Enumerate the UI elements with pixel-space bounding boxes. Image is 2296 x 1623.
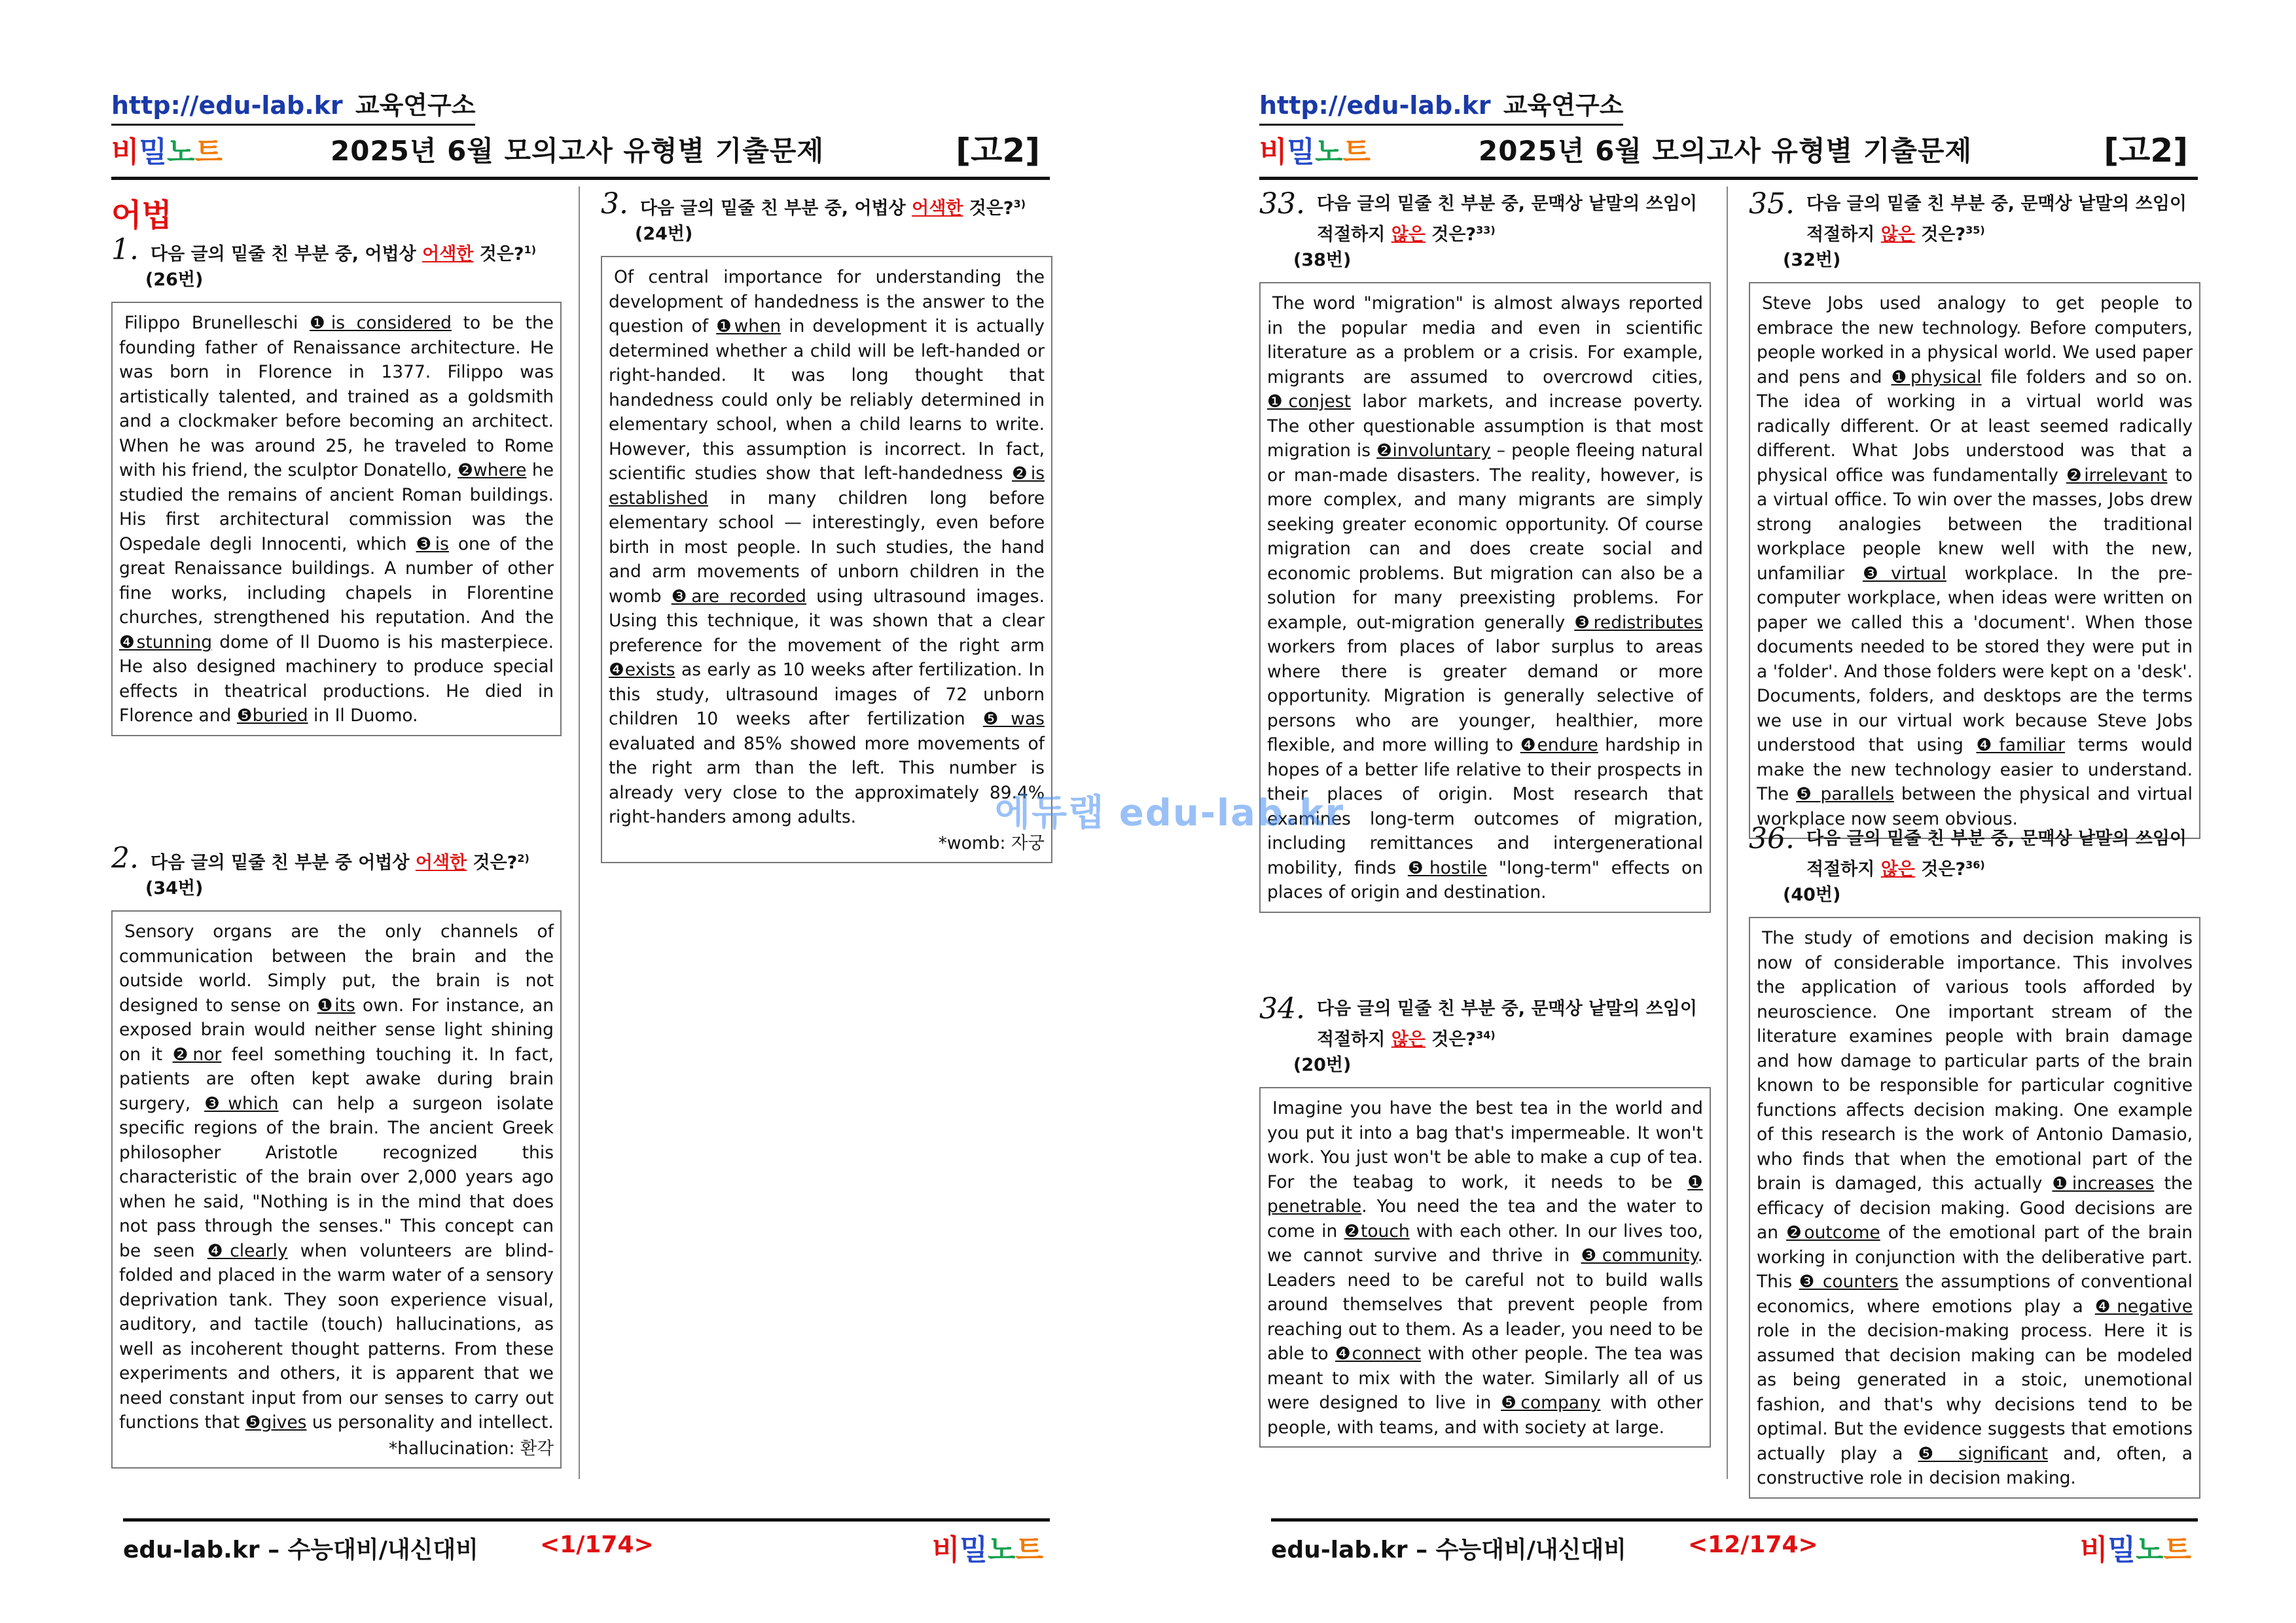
passage-box	[111, 910, 562, 1469]
question-2	[111, 844, 562, 1469]
underlined-choice: ❸redistributes	[1574, 612, 1703, 633]
grade-label: [고2]	[2104, 132, 2188, 169]
question-number: 1.	[111, 233, 139, 266]
underlined-choice: ❷where	[457, 460, 527, 480]
header-rule	[111, 177, 1050, 180]
question-header	[1749, 187, 2200, 248]
underlined-choice: ❶increases	[2052, 1173, 2155, 1194]
question-34	[1259, 992, 1711, 1448]
underlined-choice: ❸which	[204, 1093, 279, 1114]
underlined-choice: ❷involuntary	[1376, 440, 1491, 461]
question-source: (20번)	[1293, 1055, 1352, 1075]
stem-text: 다음 글의 밑줄 친 부분 중, 문맥상 낱말의 쓰임이 적절하지	[1806, 829, 2187, 880]
footnote-marker: 33)	[1476, 224, 1496, 236]
passage-text	[609, 265, 1045, 830]
stem-negation: 어색한	[912, 198, 963, 219]
stem-negation: 않은	[1880, 859, 1915, 880]
underlined-choice: ❸virtual	[1863, 563, 1946, 584]
underlined-choice: ❹endure	[1520, 735, 1598, 755]
underlined-choice: ❹stunning	[119, 632, 213, 652]
passage-text	[1757, 291, 2193, 831]
question-source: (38번)	[1293, 250, 1352, 270]
underlined-choice: ❸community	[1581, 1245, 1698, 1266]
passage-segment: Steve Jobs used analogy to get people to embrace the new technology. Before computers, people worked in a physical world. We used paper and pens and	[1757, 293, 2193, 387]
footnote-marker: 35)	[1965, 224, 1985, 236]
footer-rule	[1271, 1518, 2198, 1522]
passage-segment: terms would make the new technology easier to understand. The	[1757, 735, 2193, 804]
passage-box	[1259, 1087, 1711, 1448]
stem-text: 다음 글의 밑줄 친 부분 중, 어법상	[150, 244, 423, 264]
stem-negation: 않은	[1880, 224, 1915, 245]
underlined-choice: ❺was	[982, 709, 1045, 729]
underlined-choice: ❹negative	[2094, 1296, 2193, 1317]
question-source: (32번)	[1783, 250, 1841, 270]
site-url-link[interactable]: http://edu-lab.kr	[111, 91, 343, 120]
watermark: 에듀랩 edu-lab.kr	[995, 792, 1345, 834]
vocab-note: *womb: 자궁	[938, 832, 1045, 853]
question-header	[1749, 822, 2200, 883]
passage-segment: . Leaders need to be careful not to build walls around themselves that prevent people from reaching out to them. As a leader, you need to be able to	[1267, 1245, 1704, 1364]
passage-segment: dome of Il Duomo is his masterpiece. He also designed machinery to produce special effects in theatrical productions. He died in Florence and	[119, 632, 554, 726]
question-header	[1259, 187, 1711, 248]
question-stem	[1317, 190, 1711, 248]
question-number: 3.	[601, 187, 628, 221]
column-divider	[1727, 187, 1728, 1479]
grade-label: [고2]	[956, 132, 1040, 169]
question-header	[1259, 992, 1711, 1053]
passage-segment: of the emotional part of the brain working in conjunction with the deliberative part. This	[1757, 1222, 2193, 1292]
question-number: 33.	[1259, 187, 1305, 221]
footer-site: edu-lab.kr – 수능대비/내신대비	[123, 1537, 478, 1563]
passage-segment: labor markets, and increase poverty. The other questionable assumption is that most migration is	[1267, 391, 1703, 461]
stem-text: 다음 글의 밑줄 친 부분 중 어법상	[150, 853, 416, 873]
underlined-choice: ❶physical	[1891, 366, 1982, 387]
footnote-marker: 34)	[1476, 1029, 1496, 1041]
question-source: (34번)	[145, 878, 204, 899]
underlined-choice: ❺buried	[236, 705, 308, 726]
underlined-choice: ❹familiar	[1976, 735, 2066, 755]
passage-segment: the assumptions of conventional economics, where emotions play a	[1757, 1272, 2193, 1317]
page-number: <12/174>	[1688, 1531, 1818, 1558]
passage-segment: the efficacy of decision making. Good decisions are an	[1757, 1173, 2193, 1243]
question-stem	[151, 844, 529, 876]
question-source: (24번)	[635, 224, 693, 244]
footer-site: edu-lab.kr – 수능대비/내신대비	[1271, 1537, 1626, 1563]
stem-text: 다음 글의 밑줄 친 부분 중, 문맥상 낱말의 쓰임이 적절하지	[1806, 194, 2187, 245]
underlined-choice: ❷nor	[172, 1044, 222, 1065]
footnote-marker: 1)	[524, 243, 537, 256]
passage-segment: he studied the remains of ancient Roman buildings. His first architectural commission was the Ospedale degli Innocenti, which	[119, 460, 554, 554]
passage-box	[1749, 282, 2200, 839]
footer-rule	[123, 1518, 1050, 1522]
question-stem	[640, 190, 1026, 222]
brand-logo: 비밀노트	[111, 135, 223, 169]
passage-segment: us personality and intellect.	[306, 1412, 554, 1433]
passage-segment: "long-term" effects on places of origin and destination.	[1267, 857, 1703, 902]
passage-segment: workplace. In the pre-computer workplace, when ideas were written on paper we called this a 'document'. When those documents needed to be stored they were put in a 'folder'. And those folders were kept on a 'desk'. Documents, folders, and desktops are the terms we use in our virtual work because Steve Jobs understood that using	[1757, 563, 2193, 755]
header-rule	[1259, 177, 2198, 180]
stem-text: 것은?	[467, 853, 518, 873]
stem-text: 것은?	[1425, 224, 1477, 245]
passage-segment: to a virtual office. To win over the masses, Jobs drew strong analogies between the traditional workplace people knew well with the new, unfamiliar	[1757, 465, 2193, 584]
footnote-marker: 3)	[1013, 198, 1026, 210]
passage-segment: with other people. The tea was meant to mix with the water. Similarly all of us were designed to live in	[1267, 1344, 1703, 1413]
question-3	[601, 187, 1052, 863]
passage-segment: between the physical and virtual workplace now seem obvious.	[1757, 784, 2193, 829]
stem-negation: 어색한	[415, 853, 467, 873]
exam-title: 2025년 6월 모의고사 유형별 기출문제	[331, 135, 825, 167]
page-number: <1/174>	[540, 1531, 654, 1558]
underlined-choice: ❷is established	[609, 463, 1045, 508]
passage-segment: and, often, a constructive role in decision making.	[1757, 1443, 2193, 1488]
brand-logo: 비밀노트	[1259, 135, 1371, 169]
stem-negation: 어색한	[422, 244, 474, 264]
stem-text: 것은?	[1914, 224, 1966, 245]
stem-text: 것은?	[1425, 1029, 1477, 1050]
underlined-choice: ❸are recorded	[671, 586, 807, 607]
passage-box	[601, 256, 1052, 863]
stem-text: 다음 글의 밑줄 친 부분 중, 문맥상 낱말의 쓰임이 적절하지	[1316, 194, 1697, 245]
underlined-choice: ❶conjest	[1267, 391, 1351, 412]
passage-text	[1267, 1096, 1703, 1440]
passage-segment: evaluated and 85% showed more movements of the right arm than the left. This number is already very close to the approximately 89.4% right-handers among adults.	[609, 733, 1045, 827]
underlined-choice: ❸is	[416, 533, 449, 554]
question-number: 2.	[111, 842, 139, 875]
footnote-marker: 36)	[1965, 859, 1985, 871]
underlined-choice: ❹connect	[1335, 1344, 1422, 1364]
underlined-choice: ❺ significant	[1918, 1443, 2048, 1464]
passage-segment: to be the founding father of Renaissance architecture. He was born in Florence in 1377. Filippo was artistically talented, and trained as a goldsmith and a clockmaker before becoming an architect. When he was around 25, he traveled to Rome with his friend, the sculptor Donatello,	[119, 313, 554, 480]
underlined-choice: ❶ penetrable	[1267, 1171, 1703, 1217]
question-source: (26번)	[145, 270, 204, 290]
passage-segment: Filippo Brunelleschi	[124, 313, 310, 333]
question-header	[601, 187, 1052, 222]
question-35	[1749, 187, 2200, 839]
passage-segment: . You need the tea and the water to come in	[1267, 1196, 1703, 1241]
underlined-choice: ❶is considered	[309, 313, 452, 333]
passage-segment: hardship in hopes of a better life relative to their prospects in their places of origin. Most research that examines long-term outcomes of migration, including remittances and intergenerational mobility, finds	[1267, 735, 1703, 878]
question-stem	[1317, 995, 1711, 1053]
footnote-marker: 2)	[517, 852, 529, 865]
exam-title: 2025년 6월 모의고사 유형별 기출문제	[1479, 135, 1973, 167]
site-url-link[interactable]: http://edu-lab.kr	[1259, 91, 1491, 120]
passage-segment: role in the decision-making process. Here it is assumed that decision making can be modeled as being generated in a stoic, unemotional fashion, and that's why decisions tend to be optimal. But the evidence suggests that emotions actually play a	[1757, 1321, 2193, 1464]
passage-segment: using ultrasound images. Using this technique, it was shown that a clear preference for the movement of the right arm	[609, 586, 1045, 656]
site-header	[111, 85, 475, 126]
question-header	[111, 233, 562, 268]
underlined-choice: ❺ parallels	[1796, 784, 1894, 804]
stem-negation: 않은	[1391, 224, 1426, 245]
question-stem	[151, 236, 536, 268]
passage-segment: – people fleeing natural or man-made disasters. The reality, however, is more complex, and many migrants are simply seeking greater economic opportunity. Of course migration can and does create social and economic problems. But migration can also be a solution for many preexisting problems. For example, out-migration generally	[1267, 440, 1703, 633]
passage-segment: Imagine you have the best tea in the world and you put it into a bag that's impermeable. It won't work. You just won't be able to make a cup of tea. For the teabag to work, it needs to be	[1267, 1098, 1703, 1192]
underlined-choice: ❷touch	[1344, 1221, 1410, 1241]
passage-segment: file folders and so on. The idea of working in a virtual world was radically different. Or at least seemed radically different. What Jobs understood was that a physical office was fundamentally	[1757, 366, 2193, 486]
question-source: (40번)	[1783, 885, 1841, 905]
section-title: 어법	[111, 197, 172, 234]
vocab-note: *hallucination: 환각	[388, 1438, 554, 1459]
stem-text: 것은?	[1914, 859, 1966, 880]
stem-text: 다음 글의 밑줄 친 부분 중, 문맥상 낱말의 쓰임이 적절하지	[1316, 999, 1697, 1050]
passage-segment: in many children long before elementary school — interestingly, even before birth in most people. In such studies, the hand and arm movements of unborn children in the womb	[609, 488, 1045, 607]
passage-segment: when volunteers are blind-folded and placed in the warm water of a sensory deprivation tank. They soon experience visual, auditory, and tactile (touch) hallucinations, as well as incoherent thought patterns. From these experiments and others, it is apparent that we need constant input from our senses to carry out functions that	[119, 1240, 554, 1433]
passage-text	[119, 919, 554, 1435]
footer-brand-logo: 비밀노트	[2079, 1533, 2191, 1567]
passage-box	[1749, 917, 2200, 1499]
question-number: 36.	[1749, 822, 1795, 855]
question-stem	[1806, 825, 2200, 883]
passage-segment: in Il Duomo.	[308, 705, 418, 726]
underlined-choice: ❺company	[1501, 1393, 1601, 1413]
passage-text	[119, 311, 554, 728]
question-number: 34.	[1259, 992, 1305, 1026]
question-header	[111, 844, 562, 876]
passage-segment: with each other. In our lives too, we cannot survive and thrive in	[1267, 1221, 1703, 1266]
passage-segment: The word "migration" is almost always reported in the popular media and even in scientific literature as a problem or a crisis. For example, migrants are assumed to overcrowd cities,	[1267, 293, 1703, 387]
underlined-choice: ❷outcome	[1786, 1222, 1880, 1243]
question-number: 35.	[1749, 187, 1795, 221]
site-label: 교육연구소	[355, 91, 476, 120]
question-stem	[1806, 190, 2200, 248]
stem-negation: 않은	[1391, 1029, 1426, 1050]
site-label: 교육연구소	[1503, 91, 1624, 120]
passage-segment: feel something touching it. In fact, patients are often kept awake during brain surgery,	[119, 1044, 554, 1114]
underlined-choice: ❶its	[317, 995, 355, 1016]
passage-segment: with other people, with teams, and with society at large.	[1267, 1393, 1703, 1438]
underlined-choice: ❹exists	[609, 660, 675, 680]
footer-brand-logo: 비밀노트	[931, 1533, 1043, 1567]
passage-segment: can help a surgeon isolate specific regions of the brain. The ancient Greek philosopher Aristotle recognized this characteristic of the brain over 2,000 years ago when he said, "Nothing is in the mind that does not pass through the senses." This concept can be seen	[119, 1093, 554, 1261]
passage-segment: workers from places of labor surplus to areas where there is greater demand or more opportunity. Migration is generally selective of persons who are younger, healthier, more flexible, and more willing to	[1267, 637, 1703, 755]
stem-text: 것은?	[473, 244, 524, 264]
underlined-choice: ❶when	[716, 316, 781, 336]
underlined-choice: ❺hostile	[1407, 857, 1488, 878]
underlined-choice: ❸ counters	[1799, 1272, 1899, 1292]
underlined-choice: ❷irrelevant	[2066, 465, 2168, 486]
underlined-choice: ❺gives	[245, 1412, 307, 1433]
passage-segment: as early as 10 weeks after fertilization. In this study, ultrasound images of 72 unborn children 10 weeks after fertilization	[609, 660, 1045, 729]
passage-segment: Sensory organs are the only channels of communication between the brain and the outside world. Simply put, the brain is not designed to sense on	[119, 921, 554, 1016]
column-divider	[579, 187, 580, 1479]
stem-text: 다음 글의 밑줄 친 부분 중, 어법상	[639, 198, 912, 219]
site-header	[1259, 85, 1623, 126]
passage-text	[1757, 926, 2193, 1491]
passage-segment: The study of emotions and decision making is now of considerable importance. This involves the application of various tools afforded by neuroscience. One important stream of the literature examines people with brain damage and how damage to particular parts of the brain known to be responsible for particular cognitive functions affects decision making. One example of this research is the work of Antonio Damasio, who finds that when the emotional part of the brain is damaged, this actually	[1757, 928, 2193, 1194]
underlined-choice: ❹clearly	[207, 1240, 288, 1261]
stem-text: 것은?	[963, 198, 1014, 219]
passage-segment: own. For instance, an exposed brain would neither sense light shining on it	[119, 995, 554, 1065]
question-36	[1749, 822, 2200, 1499]
passage-segment: in development it is actually determined whether a child will be left-handed or right-handed. It was long thought that handedness could only be reliably determined in elementary school, when a child learns to write. However, this assumption is incorrect. In fact, scientific studies show that left-handedness	[609, 316, 1045, 484]
passage-segment: Of central importance for understanding the development of handedness is the answer to the question of	[609, 267, 1045, 336]
passage-segment: one of the great Renaissance buildings. A number of other fine works, including chapels in Florentine churches, strengthened his reputation. And the	[119, 533, 554, 628]
passage-box	[111, 302, 562, 736]
question-1	[111, 233, 562, 736]
